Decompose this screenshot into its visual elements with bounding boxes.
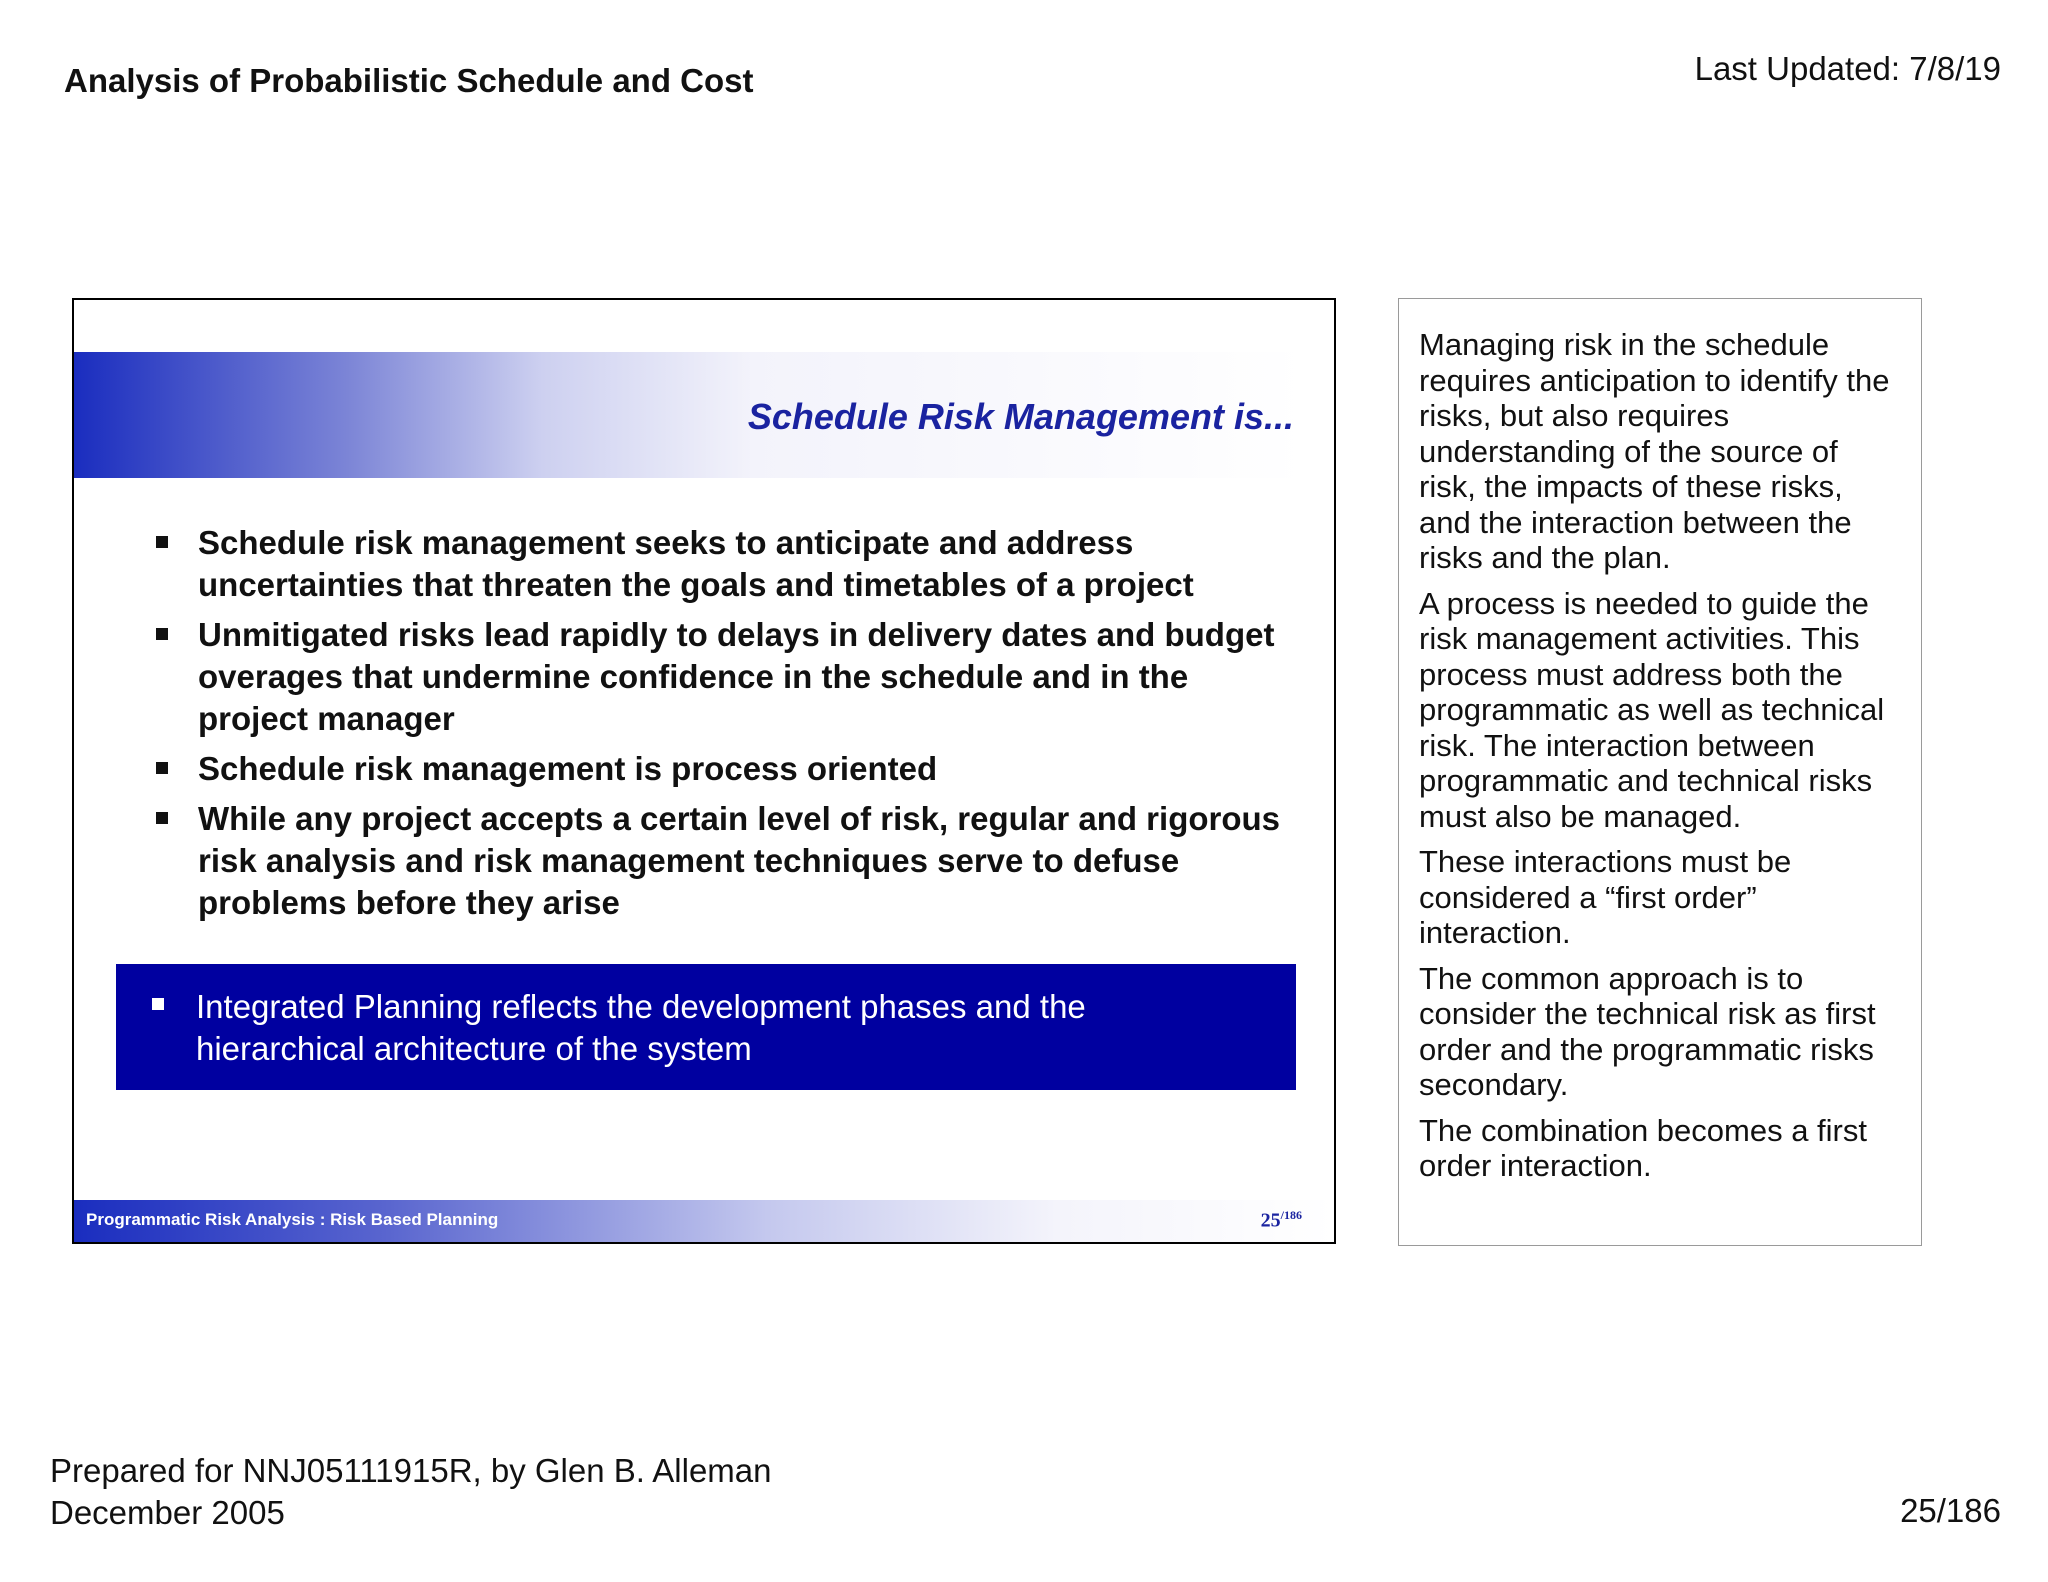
slide-footer <box>74 1200 1334 1242</box>
notes-paragraph: Managing risk in the schedule requires anticipation to identify the risks, but also requires understanding of the source of risk, the impacts of these risks, and the interaction between the risks and the plan. <box>1419 327 1890 575</box>
prepared-date: December 2005 <box>50 1494 285 1531</box>
slide-bullet-text: Schedule risk management is process oriented <box>198 750 938 787</box>
slide-bullet <box>146 614 1286 740</box>
document-title: Analysis of Probabilistic Schedule and Cost <box>64 62 754 99</box>
square-bullet-icon <box>156 536 168 548</box>
square-bullet-icon <box>156 628 168 640</box>
notes-paragraph: The combination becomes a first order interaction. <box>1419 1112 1867 1183</box>
square-bullet-icon <box>152 998 164 1010</box>
prepared-line: Prepared for NNJ05111915R, by Glen B. Alleman <box>50 1452 772 1489</box>
slide-title: Schedule Risk Management is... <box>747 396 1294 437</box>
slide-bullet <box>146 748 1286 790</box>
slide-page-current: 25 <box>1260 1209 1281 1232</box>
slide-bullet-text: While any project accepts a certain level of risk, regular and rigorous risk analysis and risk management techniques serve to defuse problems before they arise <box>198 800 1281 921</box>
notes-paragraph: These interactions must be considered a “first order” interaction. <box>1419 844 1792 950</box>
slide-bullet-text: Unmitigated risks lead rapidly to delays in delivery dates and budget overages that undermine confidence in the schedule and in the project manager <box>198 616 1275 737</box>
notes-paragraph: The common approach is to consider the technical risk as first order and the programmatic risks secondary. <box>1419 960 1876 1102</box>
slide-page-number <box>1261 1208 1302 1233</box>
slide-image <box>72 298 1336 1244</box>
notes-panel <box>1398 298 1922 1246</box>
square-bullet-icon <box>156 762 168 774</box>
highlight-text: Integrated Planning reflects the development phases and the hierarchical architecture of the system <box>196 988 1086 1067</box>
page-number: 25/186 <box>1900 1492 2001 1529</box>
slide-page-total: /186 <box>1280 1208 1302 1222</box>
notes-paragraph: A process is needed to guide the risk management activities. This process must address both the programmatic as well as technical risk. The interaction between programmatic and technical risks must also be managed. <box>1419 585 1885 834</box>
slide-bullet <box>146 522 1286 606</box>
slide-bullet-text: Schedule risk management seeks to anticipate and address uncertainties that threaten the goals and timetables of a project <box>198 524 1194 603</box>
last-updated: Last Updated: 7/8/19 <box>1694 50 2001 87</box>
slide-bullet-list <box>146 522 1286 932</box>
prepared-by <box>50 1450 772 1534</box>
slide-bullet <box>146 798 1286 924</box>
slide-footer-label: Programmatic Risk Analysis : Risk Based Planning <box>86 1210 499 1229</box>
square-bullet-icon <box>156 812 168 824</box>
highlight-box <box>116 964 1296 1090</box>
